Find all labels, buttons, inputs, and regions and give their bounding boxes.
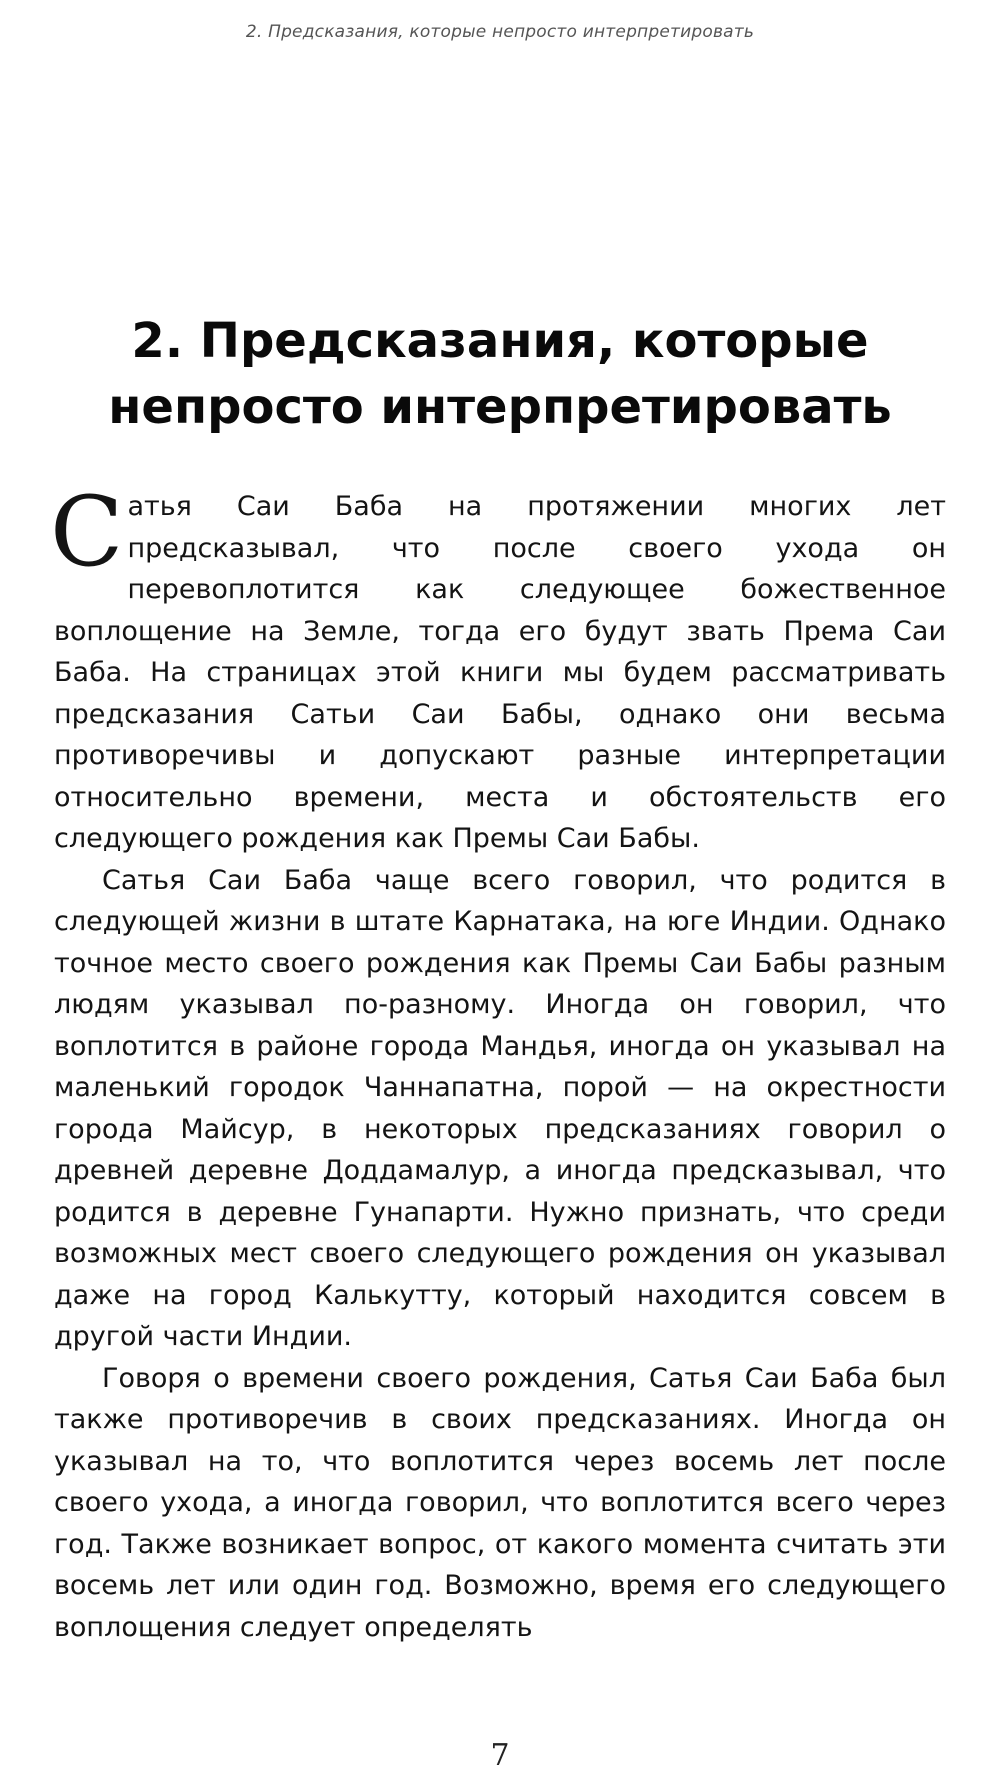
body-text [50,476,946,1648]
drop-cap: С [50,476,124,588]
chapter-title [60,308,940,440]
chapter-title-line-2: непросто интерпретировать [108,379,892,435]
paragraph-1-text: атья Саи Баба на протяжении многих лет предсказывал, что после своего ухода он перевоплотится как следующее божественное воплощение на Земле, тогда его будут звать Према Саи Баба. На страницах этой книги мы будем рассматривать предсказания Сатьи Саи Бабы, однако они весьма противоречивы и допускают разные интерпретации относительно времени, места и обстоятельств его следующего рождения как Премы Саи Бабы. [54,491,946,854]
running-header: 2. Предсказания, которые непросто интерпретировать [245,22,755,42]
page-number: 7 [490,1738,510,1773]
paragraph-2: Сатья Саи Баба чаще всего говорил, что родится в следующей жизни в штате Карнатака, на юге Индии. Однако точное место своего рождения как Премы Саи Бабы разным людям указывал по-разному. Иногда он говорил, что воплотится в районе города Мандья, иногда он указывал на маленький городок Чаннапатна, порой — на окрестности города Майсур, в некоторых предсказаниях говорил о древней деревне Доддамалур, а иногда предсказывал, что родится в деревне Гунапарти. Нужно признать, что среди возможных мест своего следующего рождения он указывал даже на город Калькутту, который находится совсем в другой части Индии. [54,864,946,1352]
paragraph-1 [50,476,946,860]
paragraph-3: Говоря о времени своего рождения, Сатья Саи Баба был также противоречив в своих предсказаниях. Иногда он указывал на то, что воплотится через восемь лет после своего ухода, а иногда говорил, что воплотится всего через год. Также возникает вопрос, от какого момента считать эти восемь лет или один год. Возможно, время его следующего воплощения следует определять [54,1362,946,1643]
chapter-title-line-1: 2. Предсказания, которые [131,313,869,369]
